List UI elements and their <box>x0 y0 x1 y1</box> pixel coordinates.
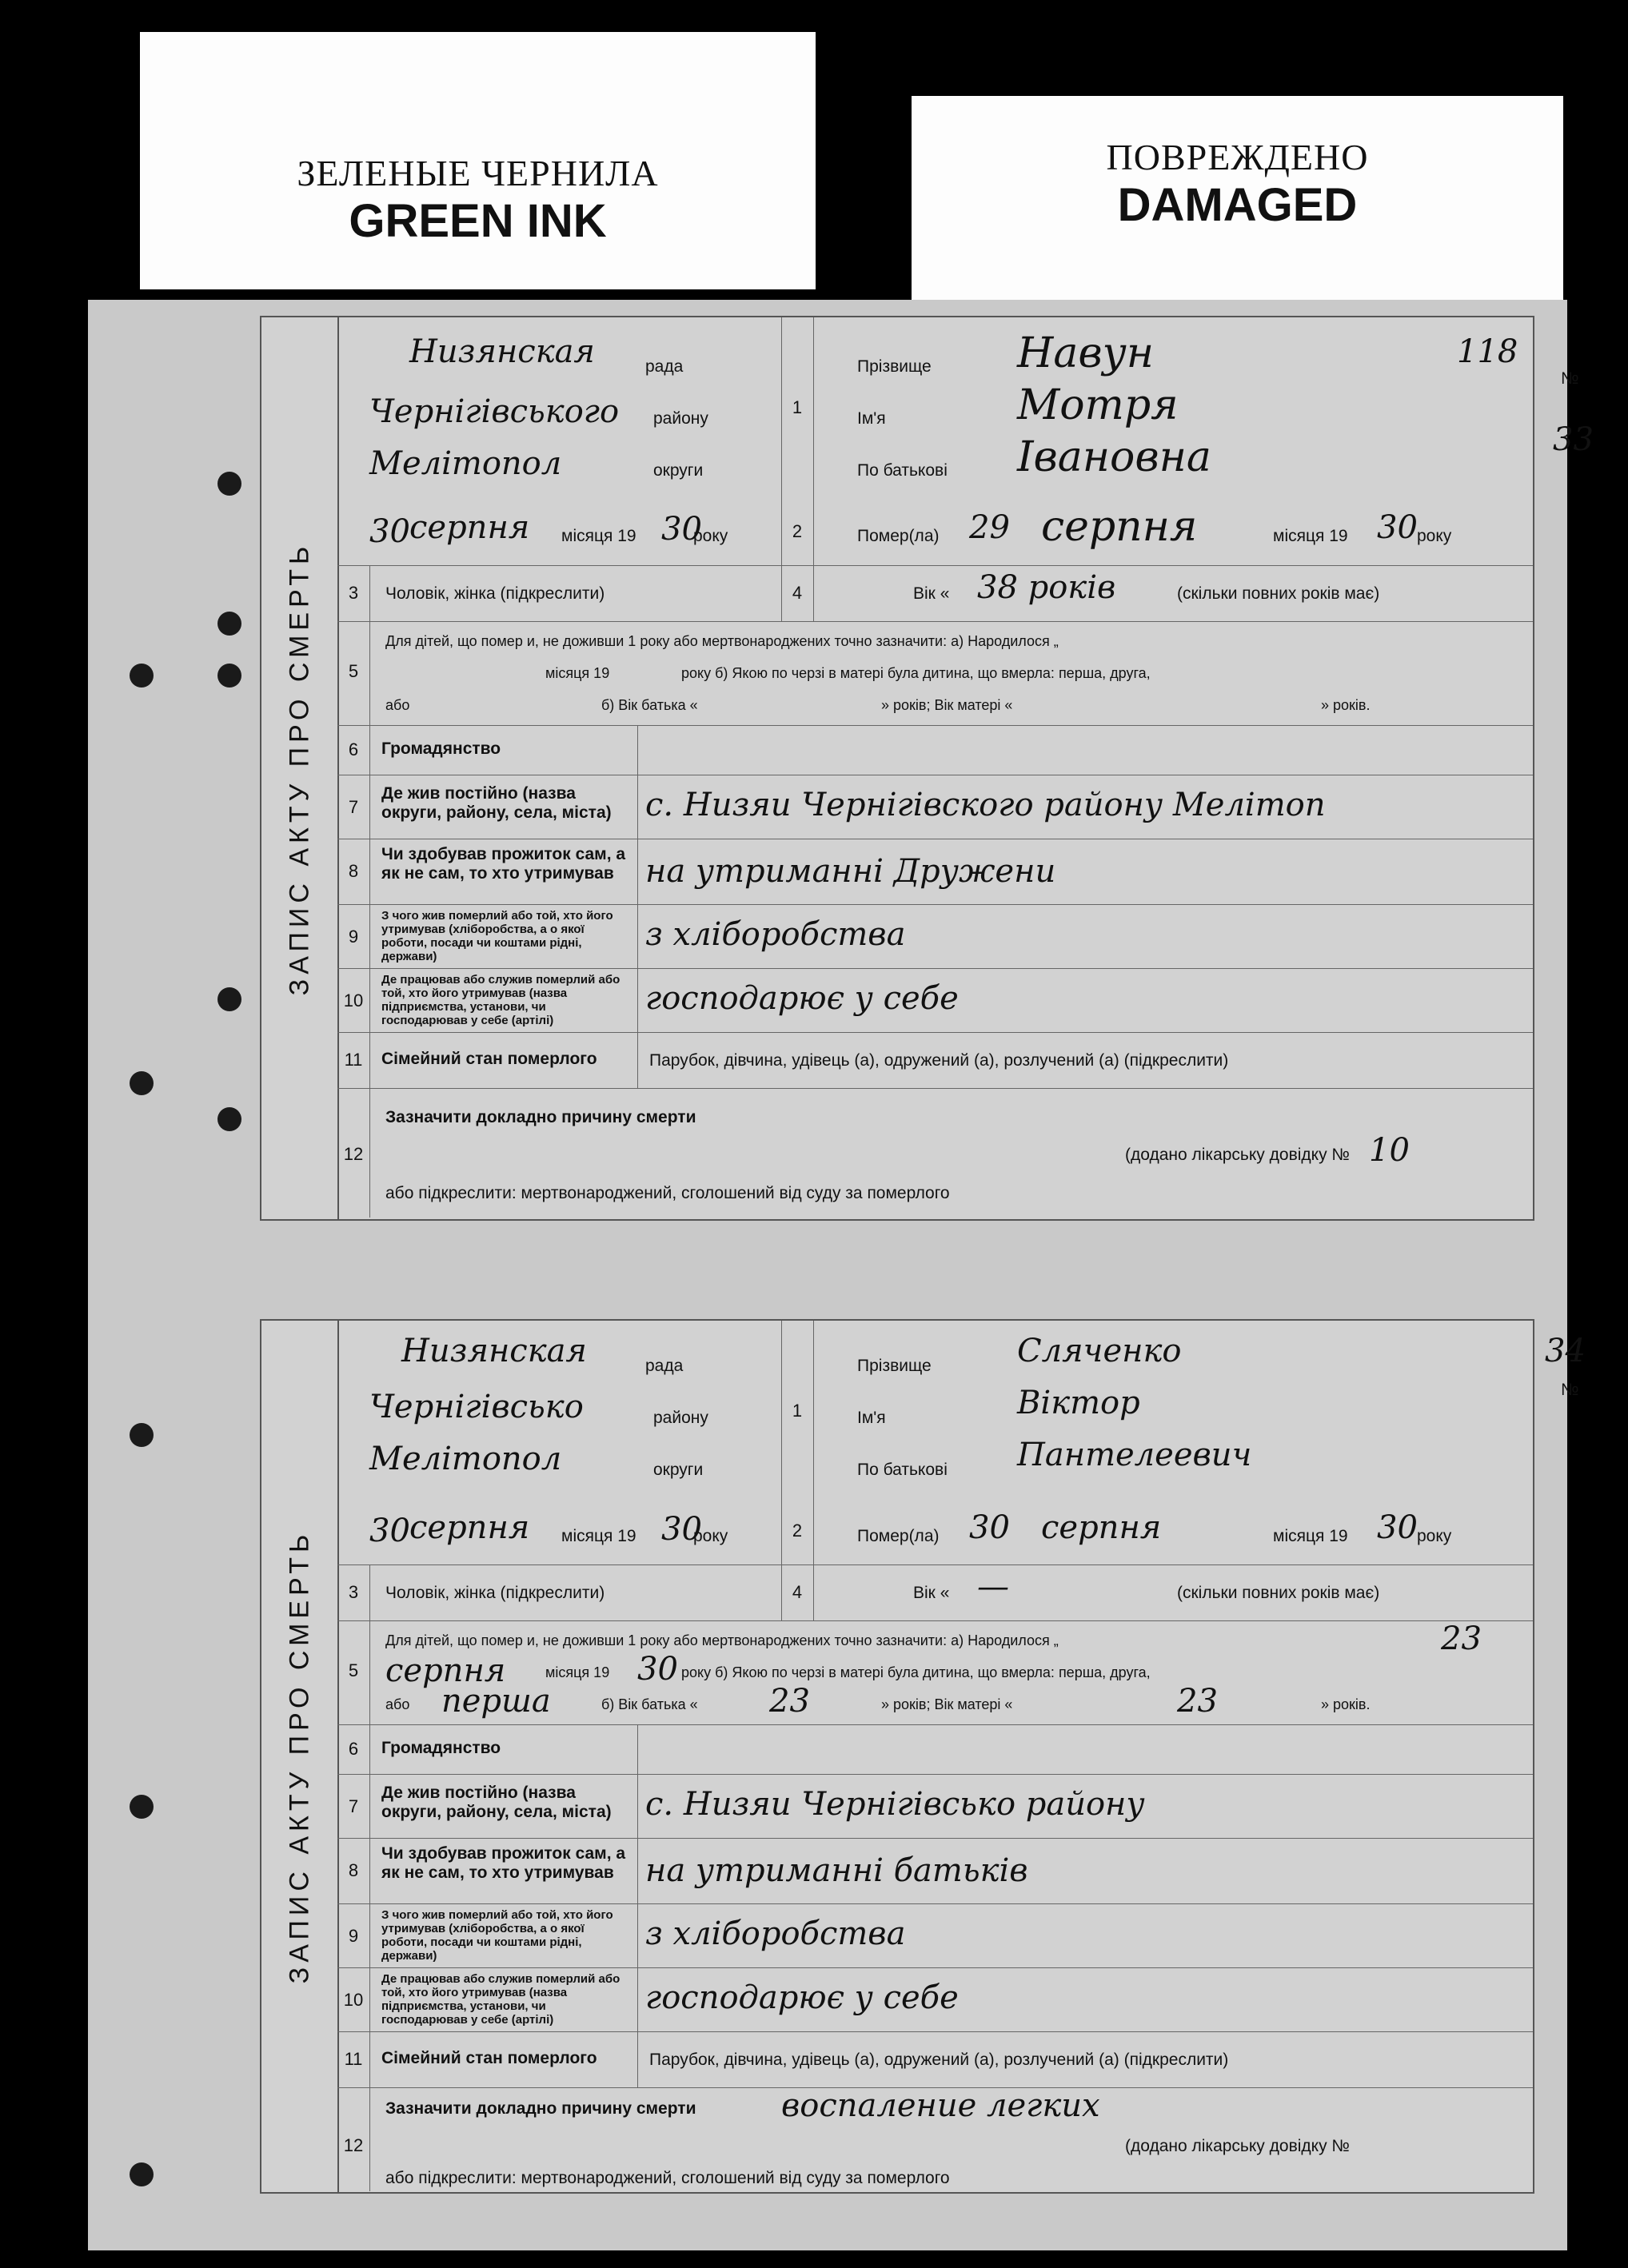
children-text: місяця 19 <box>545 1664 610 1680</box>
row-number: 12 <box>343 1144 364 1164</box>
month-label: місяця 19 <box>561 527 636 545</box>
row-number: 10 <box>343 1990 364 2010</box>
row-number: 10 <box>343 991 364 1010</box>
raion-label: району <box>653 1409 708 1427</box>
punch-hole <box>130 1795 154 1819</box>
row-number: 11 <box>344 1050 363 1070</box>
cause-label: Зазначити докладно причину смерти <box>385 2099 696 2118</box>
side-title: ЗАПИС АКТУ ПРО СМЕРТЬ <box>261 1321 339 2192</box>
side-title: ЗАПИС АКТУ ПРО СМЕРТЬ <box>261 317 339 1219</box>
died-month: серпня <box>1041 1509 1162 1546</box>
children-text: Для дітей, що помер и, не доживши 1 року або мертвонароджених точно зазначити: а) Народилося „ <box>385 633 1059 649</box>
died-label: Помер(ла) <box>857 1527 940 1545</box>
patronymic-label: По батькові <box>857 461 948 480</box>
punch-hole <box>217 1107 241 1131</box>
punch-hole <box>130 2162 154 2186</box>
children-text: Для дітей, що помер и, не доживши 1 року або мертвонароджених точно зазначити: а) Народилося „ <box>385 1632 1059 1648</box>
date-day: 30 <box>369 1513 410 1549</box>
citizenship-label: Громадянство <box>381 739 501 758</box>
surname-label: Прізвище <box>857 357 932 376</box>
margin-number: 33 <box>1553 421 1594 458</box>
children-text: або <box>385 1696 410 1712</box>
row-number: 1 <box>792 397 803 417</box>
raion-value: Чернігівсько <box>369 1389 584 1425</box>
row-number: 3 <box>348 1582 359 1602</box>
died-year: 30 <box>1377 509 1418 546</box>
family-options: Парубок, дівчина, удівець (а), одружений (а), розлучений (а) (підкреслити) <box>649 2051 1229 2069</box>
row-number: 5 <box>348 661 359 681</box>
employment-label: Де працював або служив померлий або той, хто його утримував (назва підприємства, установи, чи господарював у себе (артілі) <box>381 973 620 1027</box>
name-value: Мотря <box>1017 381 1179 429</box>
date-month: серпня <box>409 509 530 546</box>
patronymic-value: Пантелеевич <box>1017 1437 1252 1473</box>
family-options: Парубок, дівчина, удівець (а), одружений (а), розлучений (а) (підкреслити) <box>649 1051 1229 1070</box>
age-suffix: (скільки повних років має) <box>1177 1584 1380 1602</box>
children-text: б) Вік батька « <box>601 1696 698 1712</box>
age-value: — <box>977 1568 1009 1605</box>
family-label: Сімейний стан померлого <box>381 2049 597 2067</box>
died-day: 29 <box>969 509 1010 546</box>
green-ink-ru: ЗЕЛЕНЫЕ ЧЕРНИЛА <box>297 153 659 193</box>
date-month: серпня <box>409 1509 530 1546</box>
children-text: » років. <box>1321 697 1371 713</box>
children-text: або <box>385 697 410 713</box>
sex-label: Чоловік, жінка (підкреслити) <box>385 1584 605 1602</box>
livelihood-value: на утриманні Дружени <box>645 853 1056 890</box>
corner-number: 118 <box>1457 333 1518 370</box>
okrug-label: округи <box>653 1461 704 1479</box>
died-label: Помер(ла) <box>857 527 940 545</box>
age-label: Вік « <box>913 1584 950 1602</box>
born-day: 23 <box>1441 1620 1482 1657</box>
doctor-cert-label: (додано лікарську довідку № <box>1125 2137 1350 2155</box>
row-number: 3 <box>348 583 359 603</box>
livelihood-value: на утриманні батьків <box>645 1852 1028 1889</box>
year-label: року <box>693 527 728 545</box>
year-label: року <box>693 1527 728 1545</box>
livelihood-label: Чи здобував прожиток сам, а як не сам, то хто утримував <box>381 845 626 883</box>
row-number: 9 <box>348 1926 359 1946</box>
age-label: Вік « <box>913 584 950 603</box>
surname-label: Прізвище <box>857 1357 932 1375</box>
month-label: місяця 19 <box>1273 527 1348 545</box>
employment-label: Де працював або служив померлий або той, хто його утримував (назва підприємства, установи, чи господарював у себе (артілі) <box>381 1972 620 2027</box>
punch-hole <box>130 1423 154 1447</box>
month-label: місяця 19 <box>1273 1527 1348 1545</box>
date-year: 30 <box>661 1511 702 1548</box>
punch-hole <box>217 612 241 636</box>
year-label: року <box>1417 1527 1452 1545</box>
row-number: 4 <box>792 583 803 603</box>
stillborn-label: або підкреслити: мертвонароджений, сголошений від суду за померлого <box>385 1184 950 1202</box>
date-day: 30 <box>369 513 410 550</box>
residence-label: Де жив постійно (назва округи, району, села, міста) <box>381 784 612 822</box>
surname-value: Сляченко <box>1017 1333 1182 1369</box>
punch-hole <box>217 664 241 688</box>
source-label: З чого жив померлий або той, хто його утримував (хліборобства, а о якої роботи, посади чи коштами рідні, держави) <box>381 909 613 963</box>
name-label: Ім'я <box>857 409 886 428</box>
cert-number: 10 <box>1369 1132 1410 1169</box>
row-number: 2 <box>792 1521 803 1541</box>
source-value: з хліборобства <box>645 916 906 953</box>
punch-hole <box>217 472 241 496</box>
children-text: б) Вік батька « <box>601 697 698 713</box>
number-label: № <box>1561 369 1579 388</box>
number-label: № <box>1561 1381 1579 1399</box>
date-year: 30 <box>661 511 702 548</box>
cause-label: Зазначити докладно причину смерти <box>385 1108 696 1126</box>
death-record-2 <box>260 1319 1586 2194</box>
employment-value: господарює у себе <box>645 980 959 1017</box>
raion-label: району <box>653 409 708 428</box>
mother-age: 23 <box>1177 1683 1218 1720</box>
stillborn-label: або підкреслити: мертвонароджений, сголошений від суду за померлого <box>385 2169 950 2187</box>
row-number: 8 <box>348 1860 359 1880</box>
green-ink-card <box>140 32 816 289</box>
green-ink-en: GREEN INK <box>349 195 607 247</box>
children-text: » років; Вік матері « <box>881 1696 1013 1712</box>
surname-value: Навун <box>1017 329 1155 377</box>
damaged-card <box>912 96 1563 305</box>
birth-order: перша <box>441 1683 551 1720</box>
died-year: 30 <box>1377 1509 1418 1546</box>
source-value: з хліборобства <box>645 1915 906 1952</box>
born-year: 30 <box>637 1651 678 1688</box>
cause-value: воспаление легких <box>781 2087 1100 2124</box>
row-number: 6 <box>348 1739 359 1759</box>
row-number: 9 <box>348 927 359 947</box>
death-record-1 <box>260 316 1594 1221</box>
patronymic-value: Івановна <box>1017 433 1211 481</box>
employment-value: господарює у себе <box>645 1979 959 2016</box>
row-number: 7 <box>348 797 359 817</box>
children-text: року б) Якою по черзі в матері була дитина, що вмерла: перша, друга, <box>681 665 1151 681</box>
children-text: року б) Якою по черзі в матері була дитина, що вмерла: перша, друга, <box>681 1664 1151 1680</box>
row-number: 4 <box>792 1582 803 1602</box>
rada-label: рада <box>645 1357 684 1375</box>
sex-label: Чоловік, жінка (підкреслити) <box>385 584 605 603</box>
damaged-ru: ПОВРЕЖДЕНО <box>1106 137 1369 177</box>
source-label: З чого жив померлий або той, хто його утримував (хліборобства, а о якої роботи, посади чи коштами рідні, держави) <box>381 1908 613 1963</box>
year-label: року <box>1417 527 1452 545</box>
row-number: 11 <box>344 2049 363 2069</box>
patronymic-label: По батькові <box>857 1461 948 1479</box>
okrug-value: Мелітопол <box>369 1441 562 1477</box>
residence-value: с. Низяи Чернігівского району Мелітоп <box>645 787 1326 823</box>
punch-hole <box>217 987 241 1011</box>
died-day: 30 <box>969 1509 1010 1546</box>
punch-hole <box>130 664 154 688</box>
doctor-cert-label: (додано лікарську довідку № <box>1125 1146 1350 1164</box>
row-number: 7 <box>348 1796 359 1816</box>
children-text: місяця 19 <box>545 665 610 681</box>
born-month: серпня <box>385 1652 506 1689</box>
children-text: » років. <box>1321 1696 1371 1712</box>
rada-value: Низянская <box>401 1333 587 1369</box>
row-number: 1 <box>792 1401 803 1421</box>
residence-label: Де жив постійно (назва округи, району, села, міста) <box>381 1784 612 1821</box>
rada-label: рада <box>645 357 684 376</box>
children-text: » років; Вік матері « <box>881 697 1013 713</box>
margin-number: 34 <box>1545 1333 1586 1369</box>
residence-value: с. Низяи Чернігівсько району <box>645 1786 1145 1823</box>
raion-value: Чернігівського <box>369 393 620 430</box>
month-label: місяця 19 <box>561 1527 636 1545</box>
age-suffix: (скільки повних років має) <box>1177 584 1380 603</box>
okrug-value: Мелітопол <box>369 445 562 482</box>
row-number: 6 <box>348 739 359 759</box>
livelihood-label: Чи здобував прожиток сам, а як не сам, то хто утримував <box>381 1844 626 1882</box>
name-label: Ім'я <box>857 1409 886 1427</box>
row-number: 12 <box>343 2135 364 2155</box>
died-month: серпня <box>1041 503 1198 551</box>
father-age: 23 <box>769 1683 810 1720</box>
citizenship-label: Громадянство <box>381 1739 501 1757</box>
family-label: Сімейний стан померлого <box>381 1050 597 1068</box>
row-number: 8 <box>348 861 359 881</box>
row-number: 2 <box>792 521 803 541</box>
damaged-en: DAMAGED <box>1117 179 1358 231</box>
row-number: 5 <box>348 1660 359 1680</box>
okrug-label: округи <box>653 461 704 480</box>
age-value: 38 років <box>977 569 1116 606</box>
punch-hole <box>130 1071 154 1095</box>
rada-value: Низянская <box>409 333 595 370</box>
name-value: Віктор <box>1017 1385 1140 1421</box>
